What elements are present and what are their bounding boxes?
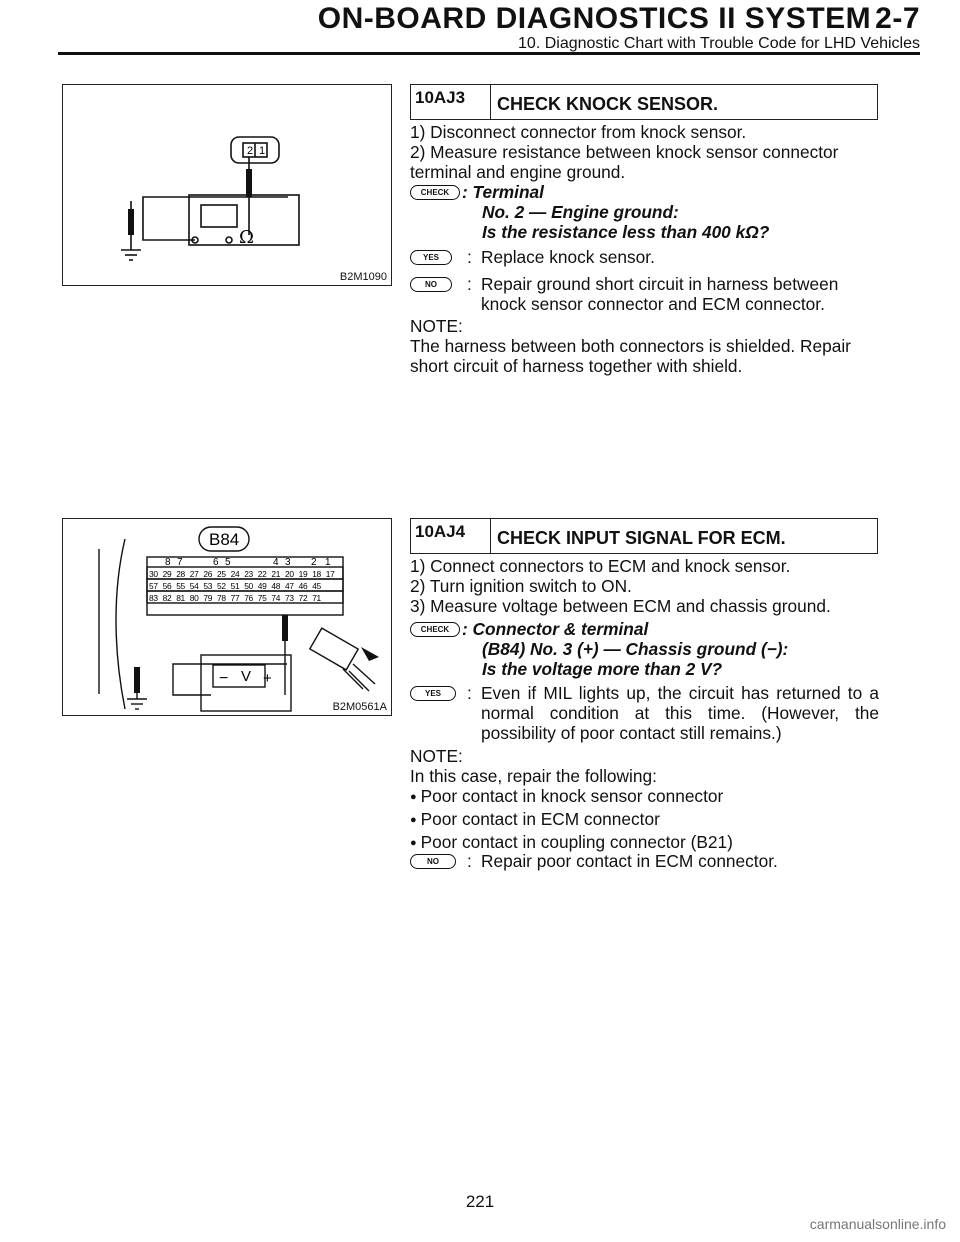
check-line-2: No. 2 — Engine ground: xyxy=(482,202,679,222)
watermark: carmanualsonline.info xyxy=(809,1216,946,1232)
pin-number: 55 xyxy=(176,581,185,591)
figure-caption: B2M1090 xyxy=(339,271,387,283)
pin-number: 75 xyxy=(257,593,267,603)
step-title: CHECK INPUT SIGNAL FOR ECM. xyxy=(497,528,786,548)
header-section-number: 2-7 xyxy=(875,2,920,35)
yes-answer: : Replace knock sensor. xyxy=(467,247,655,267)
step2-note xyxy=(410,746,878,855)
pin-row-1: 6 xyxy=(213,557,219,568)
resistance-test-diagram xyxy=(63,85,391,285)
note-item: ● Poor contact in knock sensor connector xyxy=(410,786,878,809)
pin-number: 74 xyxy=(271,593,281,603)
check-line-1: : Terminal xyxy=(462,182,544,202)
pin-number: 17 xyxy=(325,569,335,579)
voltage-test-diagram xyxy=(63,519,391,715)
step-code: 10AJ3 xyxy=(411,85,491,119)
pin-number: 22 xyxy=(257,569,267,579)
check-criterion xyxy=(462,619,882,679)
pin-number: 26 xyxy=(203,569,213,579)
note-item: ● Poor contact in coupling connector (B21) xyxy=(410,832,878,855)
step-header-10aj4 xyxy=(410,518,878,554)
meter-minus: − xyxy=(219,670,229,687)
pin-number: 30 xyxy=(149,569,158,579)
yes-badge: YES xyxy=(410,250,452,265)
note-label: NOTE: xyxy=(410,746,463,766)
yes-text: Replace knock sensor. xyxy=(481,247,655,267)
pin-row-1: 7 xyxy=(177,557,183,568)
pin-number: 83 xyxy=(149,593,158,603)
pin-row-1: 1 xyxy=(325,557,331,568)
figure-ecm-voltage xyxy=(62,518,392,716)
pin-number: 77 xyxy=(230,593,240,603)
pin-number: 28 xyxy=(176,569,185,579)
probe-handle-ground xyxy=(128,209,134,235)
pin-number: 46 xyxy=(298,581,308,591)
pin-number: 47 xyxy=(285,581,294,591)
no-answer: : Repair poor contact in ECM connector. xyxy=(467,851,778,871)
pin-number: 19 xyxy=(298,569,308,579)
check-criterion xyxy=(462,182,882,242)
pin-number: 80 xyxy=(189,593,199,603)
pin-number: 23 xyxy=(244,569,253,579)
no-answer: : Repair ground short circuit in harness between knock sensor connector and ECM connector. xyxy=(467,274,839,314)
yes-answer: : Even if MIL lights up, the circuit has returned to a normal condition at this time. (However, the possibility of poor contact still remains.) xyxy=(467,683,879,743)
instruction-line: 2) Turn ignition switch to ON. xyxy=(410,576,632,596)
probe-handle-terminal xyxy=(246,169,252,197)
yes-text: Even if MIL lights up, the circuit has returned to a normal condition at this time. (However, the possibility of poor contact still remains.) xyxy=(481,683,879,743)
meter-plus: + xyxy=(263,670,272,687)
note-item: ● Poor contact in ECM connector xyxy=(410,809,878,832)
yes-badge: YES xyxy=(410,686,456,701)
pin-number: 52 xyxy=(217,581,226,591)
pin-number: 18 xyxy=(312,569,321,579)
page-header-title xyxy=(318,2,920,36)
pin-row-1: 8 xyxy=(165,557,171,568)
check-badge: CHECK xyxy=(410,185,460,200)
probe-handle-ground xyxy=(134,667,140,693)
pin-row-1: 4 xyxy=(273,557,279,568)
pin-number: 49 xyxy=(257,581,267,591)
step1-instructions xyxy=(410,122,878,182)
connector-pin-2: 2 xyxy=(247,145,254,157)
instruction-line: 2) Measure resistance between knock sensor connector terminal and engine ground. xyxy=(410,142,839,182)
arrow-indicator xyxy=(361,647,379,661)
pin-row-1: 5 xyxy=(225,557,231,568)
connector-pin-1: 1 xyxy=(259,145,266,157)
step2-instructions xyxy=(410,556,878,616)
pin-number: 81 xyxy=(176,593,185,603)
instruction-line: 1) Connect connectors to ECM and knock sensor. xyxy=(410,556,791,576)
no-text: Repair poor contact in ECM connector. xyxy=(481,851,778,871)
pin-number: 21 xyxy=(271,569,281,579)
step1-note xyxy=(410,316,878,376)
step-title: CHECK KNOCK SENSOR. xyxy=(497,94,719,114)
note-label: NOTE: xyxy=(410,316,463,336)
ohm-symbol: Ω xyxy=(239,227,254,248)
check-line-3: Is the voltage more than 2 V? xyxy=(482,659,723,679)
check-line-3: Is the resistance less than 400 kΩ? xyxy=(482,222,770,242)
pin-number: 51 xyxy=(230,581,240,591)
probe-handle-terminal xyxy=(282,615,288,641)
page-header-subtitle: 10. Diagnostic Chart with Trouble Code for LHD Vehicles xyxy=(518,35,920,52)
pin-number: 57 xyxy=(149,581,158,591)
no-badge: NO xyxy=(410,854,456,869)
step-header-10aj3 xyxy=(410,84,878,120)
pin-number: 76 xyxy=(244,593,253,603)
pin-number: 20 xyxy=(285,569,294,579)
pin-number: 48 xyxy=(271,581,281,591)
no-badge: NO xyxy=(410,277,452,292)
pin-number: 54 xyxy=(189,581,199,591)
header-section-title: ON-BOARD DIAGNOSTICS II SYSTEM xyxy=(317,2,872,35)
pin-number: 25 xyxy=(217,569,226,579)
step-code: 10AJ4 xyxy=(411,519,491,553)
check-line-2: (B84) No. 3 (+) — Chassis ground (−): xyxy=(482,639,789,659)
pin-number: 27 xyxy=(189,569,199,579)
pin-number: 78 xyxy=(217,593,226,603)
check-badge: CHECK xyxy=(410,622,460,637)
no-text: Repair ground short circuit in harness between knock sensor connector and ECM connector. xyxy=(481,274,839,314)
check-line-1: : Connector & terminal xyxy=(462,619,649,639)
pin-number: 45 xyxy=(312,581,321,591)
pin-number: 82 xyxy=(162,593,172,603)
instruction-line: 3) Measure voltage between ECM and chassis ground. xyxy=(410,596,831,616)
header-divider xyxy=(58,52,920,55)
note-intro: In this case, repair the following: xyxy=(410,766,657,786)
pin-row-1: 2 xyxy=(311,557,317,568)
instruction-line: 1) Disconnect connector from knock sensor. xyxy=(410,122,747,142)
pin-number: 73 xyxy=(285,593,294,603)
pin-number: 50 xyxy=(244,581,253,591)
figure-knock-sensor-resistance xyxy=(62,84,392,286)
meter-volt-symbol: V xyxy=(241,668,252,685)
pin-number: 71 xyxy=(312,593,321,603)
pin-number: 29 xyxy=(162,569,172,579)
pin-number: 72 xyxy=(298,593,308,603)
pin-row-1: 3 xyxy=(285,557,291,568)
pin-number: 79 xyxy=(203,593,213,603)
connector-label: B84 xyxy=(209,530,240,549)
figure-caption: B2M0561A xyxy=(332,701,387,713)
pin-number: 56 xyxy=(162,581,172,591)
page-number: 221 xyxy=(465,1192,495,1211)
note-text: The harness between both connectors is shielded. Repair short circuit of harness together with shield. xyxy=(410,336,851,376)
pin-number: 24 xyxy=(230,569,240,579)
pin-number: 53 xyxy=(203,581,213,591)
